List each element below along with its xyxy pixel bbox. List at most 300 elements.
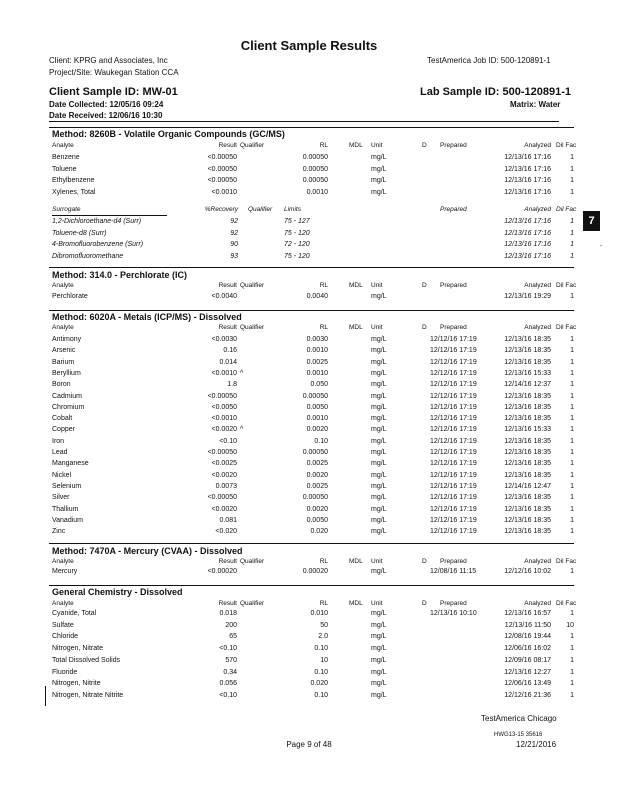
cell-dil: 1 [570,437,574,445]
cell-unit: mg/L [371,392,387,400]
footer-lab: TestAmerica Chicago [481,714,557,723]
surrogate-row [52,253,572,264]
column-header-result: Result [218,558,237,565]
column-header-analyte: Analyte [52,558,74,565]
cell-dil: 1 [570,347,574,355]
cell-prep: 12/12/16 17:19 [430,347,477,355]
cell-rl: 0.10 [314,645,328,653]
cell-unit: mg/L [371,471,387,479]
surrogate-header-qualifier: Qualifier [248,206,273,213]
table-row [52,415,572,426]
surrogate-cell-ana: 12/13/16 17:16 [504,229,551,237]
cell-result: <0.0020 [211,471,237,479]
cell-rl: 0.010 [310,610,328,617]
cell-ana: 12/13/16 18:35 [504,415,551,423]
surrogate-cell-dil: 1 [570,229,574,237]
column-header-qualifier: Qualifier [240,282,265,289]
cell-result: <0.10 [219,437,237,445]
cell-rl: 0.050 [310,381,328,389]
cell-unit: mg/L [371,426,387,434]
cell-result: <0.0010 [211,415,237,423]
cell-ana: 12/13/16 18:35 [504,403,551,411]
table-row [52,657,572,668]
cell-rl: 0.00050 [302,154,328,161]
column-header-mdl: MDL [349,282,363,289]
footer-doc-id: HWG13-15 35616 [494,732,543,738]
cell-analyte: Vanadium [52,516,84,524]
cell-unit: mg/L [371,369,387,377]
cell-q: ^ [240,426,244,434]
cell-unit: mg/L [371,293,387,300]
cell-result: 0.0073 [215,482,237,490]
column-header-d: D [422,142,427,149]
column-header-dil_fac: Dil Fac [556,324,577,331]
section-rule [49,127,574,128]
cell-ana: 12/13/16 17:16 [504,165,551,173]
cell-prep: 12/12/16 17:19 [430,516,477,524]
cell-analyte: Copper [52,426,75,434]
cell-result: <0.10 [219,691,237,699]
cell-unit: mg/L [371,505,387,513]
cell-analyte: Barium [52,358,75,366]
cell-analyte: Toluene [52,165,77,173]
cell-dil: 1 [570,691,574,699]
column-header-analyzed: Analyzed [524,600,551,607]
table-row [52,293,572,304]
cell-rl: 0.0025 [306,482,328,490]
cell-ana: 12/13/16 17:16 [504,154,551,161]
table-row [52,610,572,621]
cell-rl: 0.0025 [306,460,328,468]
cell-rl: 0.020 [310,680,328,688]
cell-prep: 12/12/16 17:19 [430,415,477,423]
cell-dil: 1 [570,494,574,502]
cell-result: <0.0050 [211,403,237,411]
section-rule [49,267,574,268]
cell-analyte: Chromium [52,403,85,411]
cell-prep: 12/12/16 17:19 [430,471,477,479]
column-header-row [52,142,577,153]
column-header-qualifier: Qualifier [240,558,265,565]
table-row [52,393,572,404]
surrogate-cell-dil: 1 [570,241,574,248]
cell-ana: 12/13/16 12:27 [504,668,551,676]
cell-ana: 12/08/16 19:44 [504,633,551,641]
cell-unit: mg/L [371,494,387,502]
table-row [52,483,572,494]
lab-sample-id: Lab Sample ID: 500-120891-1 [420,86,572,98]
column-header-analyte: Analyte [52,600,74,607]
section-title: Method: 314.0 - Perchlorate (IC) [52,270,188,280]
column-header-analyte: Analyte [52,282,74,289]
cell-analyte: Ethylbenzene [52,177,95,184]
table-row [52,438,572,449]
column-header-rl: RL [319,282,328,289]
column-header-dil_fac: Dil Fac [556,142,577,149]
cell-unit: mg/L [371,680,387,688]
cell-rl: 0.0050 [306,516,328,524]
column-header-result: Result [218,142,237,149]
cell-prep: 12/12/16 17:19 [430,505,477,513]
table-row [52,506,572,517]
cell-unit: mg/L [371,177,387,184]
table-row [52,404,572,415]
cell-analyte: Nitrogen, Nitrite [52,680,101,688]
cell-dil: 1 [570,154,574,161]
cell-rl: 0.0010 [306,188,328,196]
cell-result: <0.00050 [207,392,237,400]
cell-ana: 12/09/16 08:17 [504,656,551,664]
cell-ana: 12/13/16 18:35 [504,460,551,468]
cell-result: <0.00050 [207,177,237,184]
cell-ana: 12/13/16 11:50 [504,621,551,629]
column-header-qualifier: Qualifier [240,600,265,607]
surrogate-header-prepared: Prepared [440,206,467,213]
cell-dil: 1 [570,505,574,513]
column-header-analyte: Analyte [52,142,74,149]
cell-unit: mg/L [371,449,387,456]
cell-analyte: Manganese [52,460,89,468]
cell-result: <0.00050 [207,494,237,502]
cell-ana: 12/13/16 18:35 [504,449,551,456]
cell-result: <0.0025 [211,460,237,468]
column-header-analyzed: Analyzed [524,558,551,565]
header-rule [49,121,559,122]
cell-ana: 12/13/16 15:33 [504,369,551,377]
surrogate-cell-rec: 92 [230,218,238,225]
column-header-row [52,282,577,293]
column-header-qualifier: Qualifier [240,142,265,149]
cell-dil: 1 [570,177,574,184]
cell-dil: 1 [570,568,574,575]
cell-prep: 12/12/16 17:19 [430,381,477,389]
table-row [52,472,572,483]
cell-unit: mg/L [371,633,387,641]
job-id: TestAmerica Job ID: 500-120891-1 [427,56,551,65]
cell-prep: 12/12/16 17:19 [430,460,477,468]
cell-dil: 1 [570,482,574,490]
cell-unit: mg/L [371,358,387,366]
cell-dil: 1 [570,633,574,641]
cell-ana: 12/13/16 16:57 [504,610,551,617]
cell-unit: mg/L [371,621,387,629]
column-header-result: Result [218,600,237,607]
surrogate-cell-lim: 75 - 127 [284,218,310,225]
surrogate-cell-name: Toluene-d8 (Surr) [52,229,107,237]
table-row [52,449,572,460]
cell-dil: 1 [570,610,574,617]
margin-bracket [45,686,46,706]
cell-ana: 12/13/16 18:35 [504,437,551,445]
table-row [52,336,572,347]
section-title: Method: 6020A - Metals (ICP/MS) - Dissolved [52,312,242,322]
column-header-rl: RL [319,142,328,149]
surrogate-cell-rec: 90 [230,241,238,248]
column-header-analyte: Analyte [52,324,74,331]
cell-analyte: Lead [52,449,68,456]
cell-result: <0.0020 [211,426,237,434]
column-header-rl: RL [319,558,328,565]
cell-ana: 12/14/16 12:37 [504,381,551,389]
cell-rl: 0.0020 [306,471,328,479]
column-header-unit: Unit [371,558,383,565]
cell-ana: 12/13/16 18:35 [504,494,551,502]
cell-dil: 1 [570,656,574,664]
cell-result: <0.0020 [211,505,237,513]
surrogate-header-analyzed: Analyzed [524,206,551,213]
date-collected: Date Collected: 12/05/16 09:24 [49,100,164,109]
cell-ana: 12/13/16 18:35 [504,505,551,513]
cell-dil: 1 [570,293,574,300]
surrogate-cell-ana: 12/13/16 17:16 [504,218,551,225]
cell-prep: 12/12/16 17:19 [430,336,477,343]
surrogate-row [52,230,572,241]
cell-rl: 0.0025 [306,358,328,366]
cell-ana: 12/14/16 12:47 [504,482,551,490]
cell-unit: mg/L [371,437,387,445]
cell-dil: 1 [570,336,574,343]
column-header-unit: Unit [371,324,383,331]
cell-result: 0.014 [219,358,237,366]
cell-dil: 1 [570,426,574,434]
cell-analyte: Sulfate [52,621,74,629]
cell-unit: mg/L [371,336,387,343]
column-header-prepared: Prepared [440,142,467,149]
table-row [52,460,572,471]
column-header-row [52,324,577,335]
cell-analyte: Boron [52,381,71,389]
column-header-analyzed: Analyzed [524,142,551,149]
cell-analyte: Cobalt [52,415,73,423]
cell-result: <0.0010 [211,188,237,196]
cell-unit: mg/L [371,154,387,161]
section-rule [49,585,574,586]
cell-ana: 12/13/16 18:35 [504,471,551,479]
column-header-mdl: MDL [349,324,363,331]
cell-rl: 0.0010 [306,415,328,423]
cell-dil: 1 [570,471,574,479]
client-name: Client: KPRG and Associates, Inc [49,56,168,65]
cell-prep: 12/12/16 17:19 [430,426,477,434]
cell-rl: 0.0040 [306,293,328,300]
surrogate-cell-dil: 1 [570,252,574,260]
cell-rl: 0.10 [314,691,328,699]
table-row [52,680,572,691]
column-header-prepared: Prepared [440,282,467,289]
cell-prep: 12/12/16 17:19 [430,528,477,536]
cell-rl: 0.10 [314,437,328,445]
project-site: Project/Site: Waukegan Station CCA [49,68,179,77]
cell-result: 1.8 [227,381,237,389]
cell-analyte: Nickel [52,471,72,479]
cell-analyte: Cadmium [52,392,82,400]
section-title: Method: 8260B - Volatile Organic Compounds (GC/MS) [52,129,285,139]
cell-rl: 0.0020 [306,505,328,513]
section-rule [49,543,574,544]
page-title: Client Sample Results [240,38,378,53]
table-row [52,528,572,539]
cell-unit: mg/L [371,347,387,355]
cell-rl: 2.0 [318,633,328,641]
cell-prep: 12/12/16 17:19 [430,482,477,490]
cell-dil: 1 [570,381,574,389]
cell-analyte: Selenium [52,482,82,490]
cell-unit: mg/L [371,645,387,653]
cell-ana: 12/06/16 13:49 [504,680,551,688]
table-row [52,426,572,437]
cell-analyte: Chloride [52,633,79,641]
surrogate-header-dil_fac: Dil Fac [556,206,577,213]
cell-rl: 0.0030 [306,336,328,343]
cell-rl: 0.00050 [302,392,328,400]
table-row [52,370,572,381]
column-header-dil_fac: Dil Fac [556,558,577,565]
column-header-rl: RL [319,324,328,331]
column-header-rl: RL [319,600,328,607]
column-header-mdl: MDL [349,600,363,607]
cell-q: ^ [240,369,244,377]
cell-result: <0.00050 [207,449,237,456]
table-row [52,166,572,177]
cell-dil: 1 [570,645,574,653]
surrogate-row [52,218,572,229]
cell-dil: 1 [570,358,574,366]
cell-dil: 1 [570,449,574,456]
cell-dil: 1 [570,403,574,411]
table-row [52,154,572,165]
cell-ana: 12/12/16 21:36 [504,691,551,699]
cell-dil: 1 [570,528,574,536]
column-header-dil_fac: Dil Fac [556,282,577,289]
column-header-analyzed: Analyzed [524,324,551,331]
column-header-unit: Unit [371,600,383,607]
surrogate-cell-rec: 93 [230,252,238,260]
cell-analyte: Total Dissolved Solids [52,656,121,664]
cell-prep: 12/12/16 17:19 [430,494,477,502]
cell-prep: 12/08/16 11:15 [430,568,477,575]
column-header-result: Result [218,324,237,331]
cell-result: <0.10 [219,645,237,653]
cell-result: 65 [229,633,237,641]
cell-rl: 0.10 [314,668,328,676]
table-row [52,494,572,505]
cell-unit: mg/L [371,656,387,664]
cell-unit: mg/L [371,668,387,676]
cell-unit: mg/L [371,415,387,423]
table-row [52,645,572,656]
cell-ana: 12/13/16 15:33 [504,426,551,434]
cell-prep: 12/12/16 17:19 [430,437,477,445]
cell-rl: 0.0010 [306,369,328,377]
table-row [52,177,572,188]
cell-ana: 12/13/16 17:16 [504,188,551,196]
table-row [52,189,572,200]
column-header-prepared: Prepared [440,600,467,607]
column-header-d: D [422,600,427,607]
cell-prep: 12/12/16 17:19 [430,358,477,366]
cell-rl: 0.0020 [306,426,328,434]
table-row [52,622,572,633]
date-received: Date Received: 12/06/16 10:30 [49,111,163,120]
column-header-prepared: Prepared [440,324,467,331]
column-header-prepared: Prepared [440,558,467,565]
cell-ana: 12/13/16 17:16 [504,177,551,184]
cell-ana: 12/13/16 18:35 [504,392,551,400]
column-header-mdl: MDL [349,558,363,565]
cell-result: 0.018 [219,610,237,617]
column-header-d: D [422,558,427,565]
cell-rl: 0.00050 [302,165,328,173]
surrogate-header-limits: Limits [284,206,301,213]
cell-rl: 0.0010 [306,347,328,355]
cell-result: 570 [225,656,237,664]
cell-unit: mg/L [371,403,387,411]
column-header-unit: Unit [371,282,383,289]
cell-result: 0.16 [223,347,237,355]
cell-prep: 12/12/16 17:19 [430,449,477,456]
surrogate-cell-ana: 12/13/16 17:16 [504,252,551,260]
column-header-result: Result [218,282,237,289]
cell-dil: 1 [570,165,574,173]
surrogate-cell-name: Dibromofluoromethane [52,252,124,260]
cell-analyte: Nitrogen, Nitrate [52,645,103,653]
surrogate-cell-lim: 75 - 120 [284,252,310,260]
cell-ana: 12/13/16 18:35 [504,358,551,366]
cell-dil: 10 [566,621,574,629]
cell-rl: 0.00050 [302,494,328,502]
cell-prep: 12/13/16 10:10 [430,610,477,617]
cell-unit: mg/L [371,528,387,536]
cell-analyte: Iron [52,437,65,445]
cell-result: 0.34 [223,668,237,676]
cell-result: <0.020 [215,528,237,536]
cell-analyte: Arsenic [52,347,76,355]
cell-result: 0.081 [219,516,237,524]
column-header-d: D [422,282,427,289]
cell-ana: 12/12/16 10:02 [504,568,551,575]
surrogate-cell-rec: 92 [230,229,238,237]
cell-rl: 0.020 [310,528,328,536]
surrogate-header-recovery: %Recovery [204,206,238,213]
cell-unit: mg/L [371,568,387,575]
cell-unit: mg/L [371,188,387,196]
column-header-dil_fac: Dil Fac [556,600,577,607]
column-header-analyzed: Analyzed [524,282,551,289]
footer-date: 12/21/2016 [516,740,557,749]
cell-ana: 12/13/16 18:35 [504,528,551,536]
cell-dil: 1 [570,392,574,400]
surrogate-row [52,241,572,252]
cell-ana: 12/06/16 16:02 [504,645,551,653]
table-row [52,359,572,370]
column-header-qualifier: Qualifier [240,324,265,331]
cell-rl: 0.00020 [302,568,328,575]
cell-analyte: Nitrogen, Nitrate Nitrite [52,691,124,699]
cell-analyte: Xylenes, Total [52,188,96,196]
cell-result: <0.0030 [211,336,237,343]
cell-prep: 12/12/16 17:19 [430,369,477,377]
table-row [52,633,572,644]
table-row [52,692,572,703]
surrogate-cell-name: 1,2-Dichloroethane-d4 (Surr) [52,218,142,225]
cell-dil: 1 [570,369,574,377]
surrogate-header-surrogate: Surrogate [52,206,81,213]
cell-result: <0.0010 [211,369,237,377]
cell-unit: mg/L [371,482,387,490]
surrogate-cell-lim: 75 - 120 [284,229,310,237]
cell-rl: 0.0050 [306,403,328,411]
cell-analyte: Mercury [52,568,78,575]
